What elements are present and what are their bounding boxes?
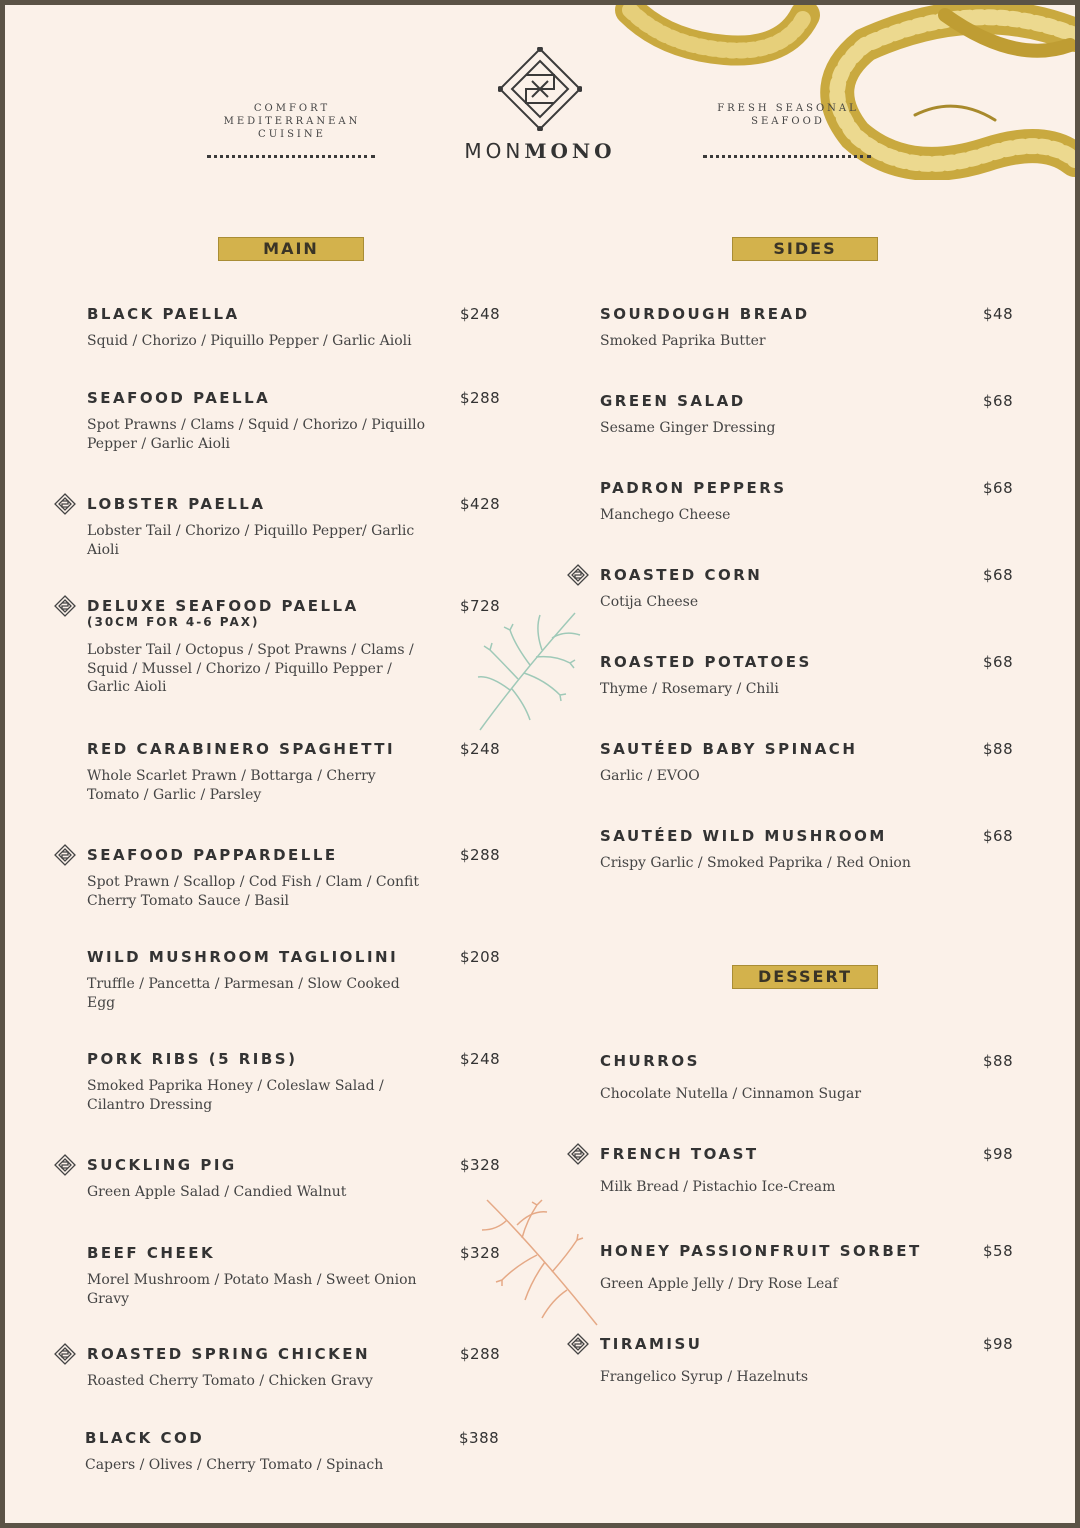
item-name: WILD MUSHROOM TAGLIOLINI [87,948,399,966]
item-description: Whole Scarlet Prawn / Bottarga / Cherry Tomato / Garlic / Parsley [87,768,376,803]
item-price: $288 [460,389,501,407]
sides-item [600,479,940,525]
green-herb-illustration [470,605,585,735]
item-name: RED CARABINERO SPAGHETTI [87,740,396,758]
item-price: $428 [460,495,501,513]
item-description: Smoked Paprika Butter [600,333,766,349]
dessert-item [600,1335,940,1387]
item-description: Lobster Tail / Chorizo / Piquillo Pepper/ Garlic Aioli [87,523,415,558]
item-price: $248 [460,305,501,323]
brand-word-bold: MONO [524,139,616,163]
sides-item [600,827,940,873]
item-name: LOBSTER PAELLA [87,495,266,513]
item-name: ROASTED POTATOES [600,653,812,671]
item-price: $288 [460,1345,501,1363]
item-name: BLACK PAELLA [87,305,240,323]
item-description: Roasted Cherry Tomato / Chicken Gravy [87,1373,373,1389]
item-price: $68 [983,479,1014,497]
item-description: Crispy Garlic / Smoked Paprika / Red Onion [600,855,911,871]
item-name: ROASTED CORN [600,566,763,584]
sides-item [600,653,940,699]
signature-dish-icon [567,564,589,586]
signature-dish-icon [54,493,76,515]
item-name: PADRON PEPPERS [600,479,787,497]
signature-dish-icon [54,844,76,866]
item-name: TIRAMISU [600,1335,703,1353]
item-price: $288 [460,846,501,864]
item-price: $68 [983,566,1014,584]
signature-dish-icon [54,595,76,617]
item-price: $98 [983,1145,1014,1163]
dessert-item [600,1052,940,1104]
item-description: Smoked Paprika Honey / Coleslaw Salad / Cilantro Dressing [87,1078,384,1113]
sides-item [600,392,940,438]
item-name: BLACK COD [85,1429,205,1447]
signature-dish-icon [567,1143,589,1165]
tagline-right: FRESH SEASONAL SEAFOOD [717,103,859,127]
item-name: SAUTÉED WILD MUSHROOM [600,827,887,845]
item-price: $48 [983,305,1014,323]
main-item [87,1156,427,1202]
item-description: Manchego Cheese [600,507,731,523]
item-name: BEEF CHEEK [87,1244,216,1262]
item-description: Cotija Cheese [600,594,699,610]
item-description: Green Apple Salad / Candied Walnut [87,1184,347,1200]
item-name: GREEN SALAD [600,392,746,410]
menu-page [5,5,1075,1523]
item-description: Capers / Olives / Cherry Tomato / Spinach [85,1457,384,1473]
item-name: SUCKLING PIG [87,1156,237,1174]
item-price: $248 [460,740,501,758]
section-title-main: MAIN [218,237,364,261]
dessert-item [600,1145,940,1197]
main-item [85,1429,425,1475]
item-description: Frangelico Syrup / Hazelnuts [600,1369,809,1385]
item-description: Chocolate Nutella / Cinnamon Sugar [600,1086,862,1102]
item-name: ROASTED SPRING CHICKEN [87,1345,371,1363]
item-name: HONEY PASSIONFRUIT SORBET [600,1242,922,1260]
section-title-dessert: DESSERT [732,965,878,989]
brand-word-light: MON [464,139,525,163]
sides-item [600,740,940,786]
item-price: $68 [983,827,1014,845]
main-item [87,1050,427,1114]
item-price: $248 [460,1050,501,1068]
item-description: Spot Prawns / Clams / Squid / Chorizo / Piquillo Pepper / Garlic Aioli [87,417,426,452]
item-price: $728 [460,597,501,615]
item-description: Milk Bread / Pistachio Ice-Cream [600,1179,836,1195]
main-item [87,1244,427,1308]
sides-item [600,566,940,612]
item-name: PORK RIBS (5 RIBS) [87,1050,298,1068]
item-price: $388 [459,1429,500,1447]
item-description: Squid / Chorizo / Piquillo Pepper / Garlic Aioli [87,333,412,349]
item-name: CHURROS [600,1052,700,1070]
item-price: $88 [983,740,1014,758]
item-price: $58 [983,1242,1014,1260]
item-name: SEAFOOD PAELLA [87,389,271,407]
item-description: Lobster Tail / Octopus / Spot Prawns / Clams / Squid / Mussel / Chorizo / Piquillo Pepper / Garlic Aioli [87,642,414,695]
item-description: Morel Mushroom / Potato Mash / Sweet Onion Gravy [87,1272,417,1307]
main-item [87,846,427,910]
section-title-sides: SIDES [732,237,878,261]
item-description: Thyme / Rosemary / Chili [600,681,779,697]
item-price: $328 [460,1156,501,1174]
item-name: SEAFOOD PAPPARDELLE [87,846,338,864]
signature-dish-icon [567,1333,589,1355]
main-item [87,597,427,697]
dessert-item [600,1242,940,1294]
item-description: Sesame Ginger Dressing [600,420,776,436]
knot-logo-icon [498,47,582,131]
item-description: Green Apple Jelly / Dry Rose Leaf [600,1276,838,1292]
main-item [87,1345,427,1391]
signature-dish-icon [54,1154,76,1176]
item-price: $68 [983,653,1014,671]
item-price: $88 [983,1052,1014,1070]
item-name: SAUTÉED BABY SPINACH [600,740,858,758]
item-name: FRENCH TOAST [600,1145,759,1163]
main-item [87,740,427,804]
item-price: $98 [983,1335,1014,1353]
brand-wordmark [5,139,1075,163]
item-description: Truffle / Pancetta / Parmesan / Slow Cooked Egg [87,976,400,1011]
item-name: DELUXE SEAFOOD PAELLA [87,597,359,615]
tagline-left: COMFORT MEDITERRANEAN CUISINE [223,103,361,140]
item-description: Garlic / EVOO [600,768,700,784]
item-description: Spot Prawn / Scallop / Cod Fish / Clam / Confit Cherry Tomato Sauce / Basil [87,874,419,909]
item-serving-note: (30CM FOR 4-6 PAX) [87,615,260,629]
main-item [87,948,427,1012]
item-name: SOURDOUGH BREAD [600,305,810,323]
item-price: $68 [983,392,1014,410]
sides-item [600,305,940,351]
main-item [87,305,427,351]
main-item [87,495,427,559]
main-item [87,389,427,453]
item-price: $328 [460,1244,501,1262]
item-price: $208 [460,948,501,966]
signature-dish-icon [54,1343,76,1365]
